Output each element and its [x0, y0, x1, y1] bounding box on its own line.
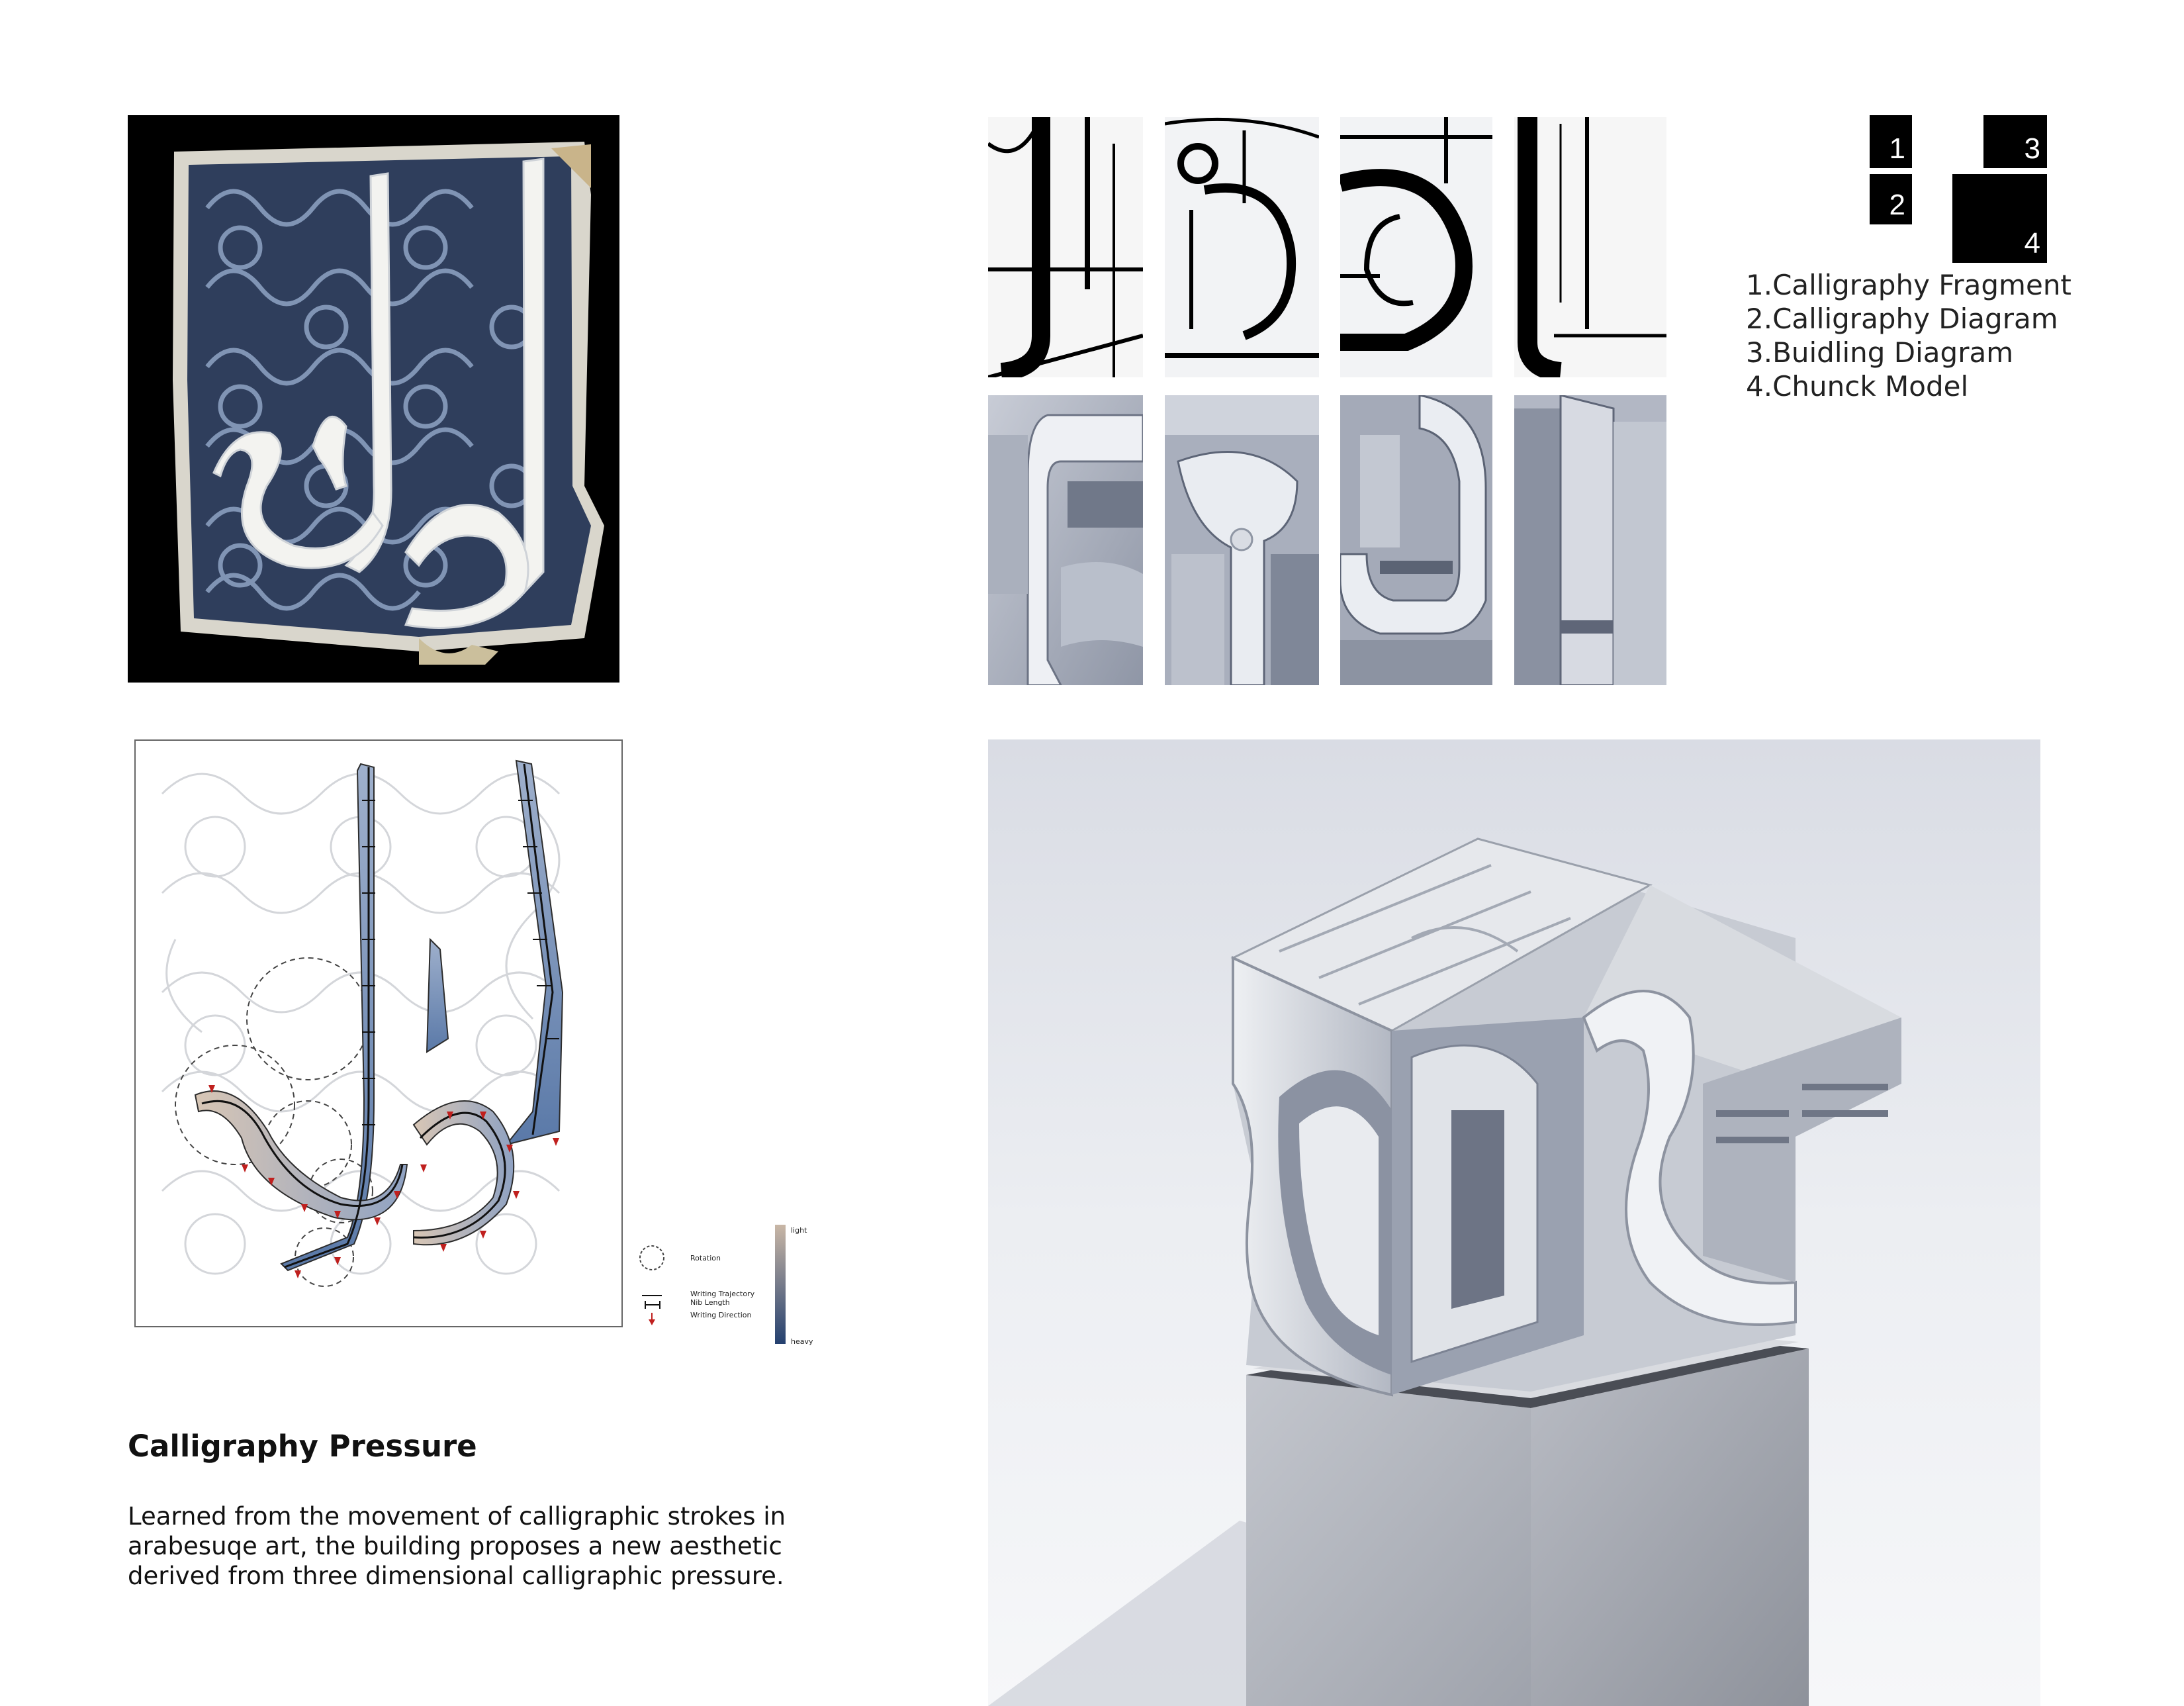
legend-key-1-number: 1 [1889, 132, 1905, 165]
legend-key-2-number: 2 [1889, 189, 1905, 221]
calligraphy-fragment-1 [988, 117, 1143, 377]
section-description [128, 1501, 829, 1591]
legend-list [1746, 268, 2116, 403]
scale-light-label: light [791, 1226, 807, 1235]
legend-key-3 [1983, 115, 2047, 168]
direction-legend-label: Writing Direction [690, 1311, 752, 1319]
legend-key-2 [1870, 174, 1912, 224]
chunk-model-render [988, 739, 2040, 1706]
scale-heavy-label: heavy [791, 1337, 813, 1346]
description-line-3: derived from three dimensional calligraphic pressure. [128, 1562, 784, 1590]
building-fragment-1 [988, 395, 1143, 685]
building-fragment-4 [1514, 395, 1666, 685]
description-line-1: Learned from the movement of calligraphic strokes in [128, 1502, 786, 1531]
rotation-legend-label: Rotation [690, 1254, 721, 1262]
legend-key-4 [1952, 174, 2047, 263]
direction-arrow-legend-icon [649, 1313, 655, 1325]
trajectory-legend-label: Writing Trajectory [690, 1290, 755, 1298]
rotation-legend-icon [640, 1246, 664, 1270]
calligraphy-tile-photo [128, 115, 619, 683]
legend-key-3-number: 3 [2024, 132, 2040, 165]
calligraphy-pressure-diagram [134, 739, 623, 1327]
nib-length-legend-icon [645, 1301, 660, 1309]
pressure-scale-bar [775, 1225, 786, 1344]
diagram-legend [625, 1218, 824, 1351]
calligraphy-fragment-4 [1514, 117, 1666, 377]
building-fragment-3 [1340, 395, 1492, 685]
legend-item-calligraphy-diagram: 2.Calligraphy Diagram [1746, 303, 2058, 335]
legend-item-chunk-model: 4.Chunck Model [1746, 370, 1969, 403]
nib-length-legend-label: Nib Length [690, 1298, 730, 1307]
calligraphy-fragment-2 [1165, 117, 1319, 377]
building-fragment-2 [1165, 395, 1319, 685]
description-line-2: arabesuqe art, the building proposes a new aesthetic [128, 1532, 782, 1560]
legend-key-1 [1870, 115, 1912, 168]
legend-key-4-number: 4 [2024, 227, 2040, 260]
legend-item-calligraphy-fragment: 1.Calligraphy Fragment [1746, 269, 2071, 301]
legend-item-building-diagram: 3.Buidling Diagram [1746, 336, 2014, 369]
section-title: Calligraphy Pressure [128, 1429, 477, 1464]
calligraphy-fragment-3 [1340, 117, 1492, 377]
